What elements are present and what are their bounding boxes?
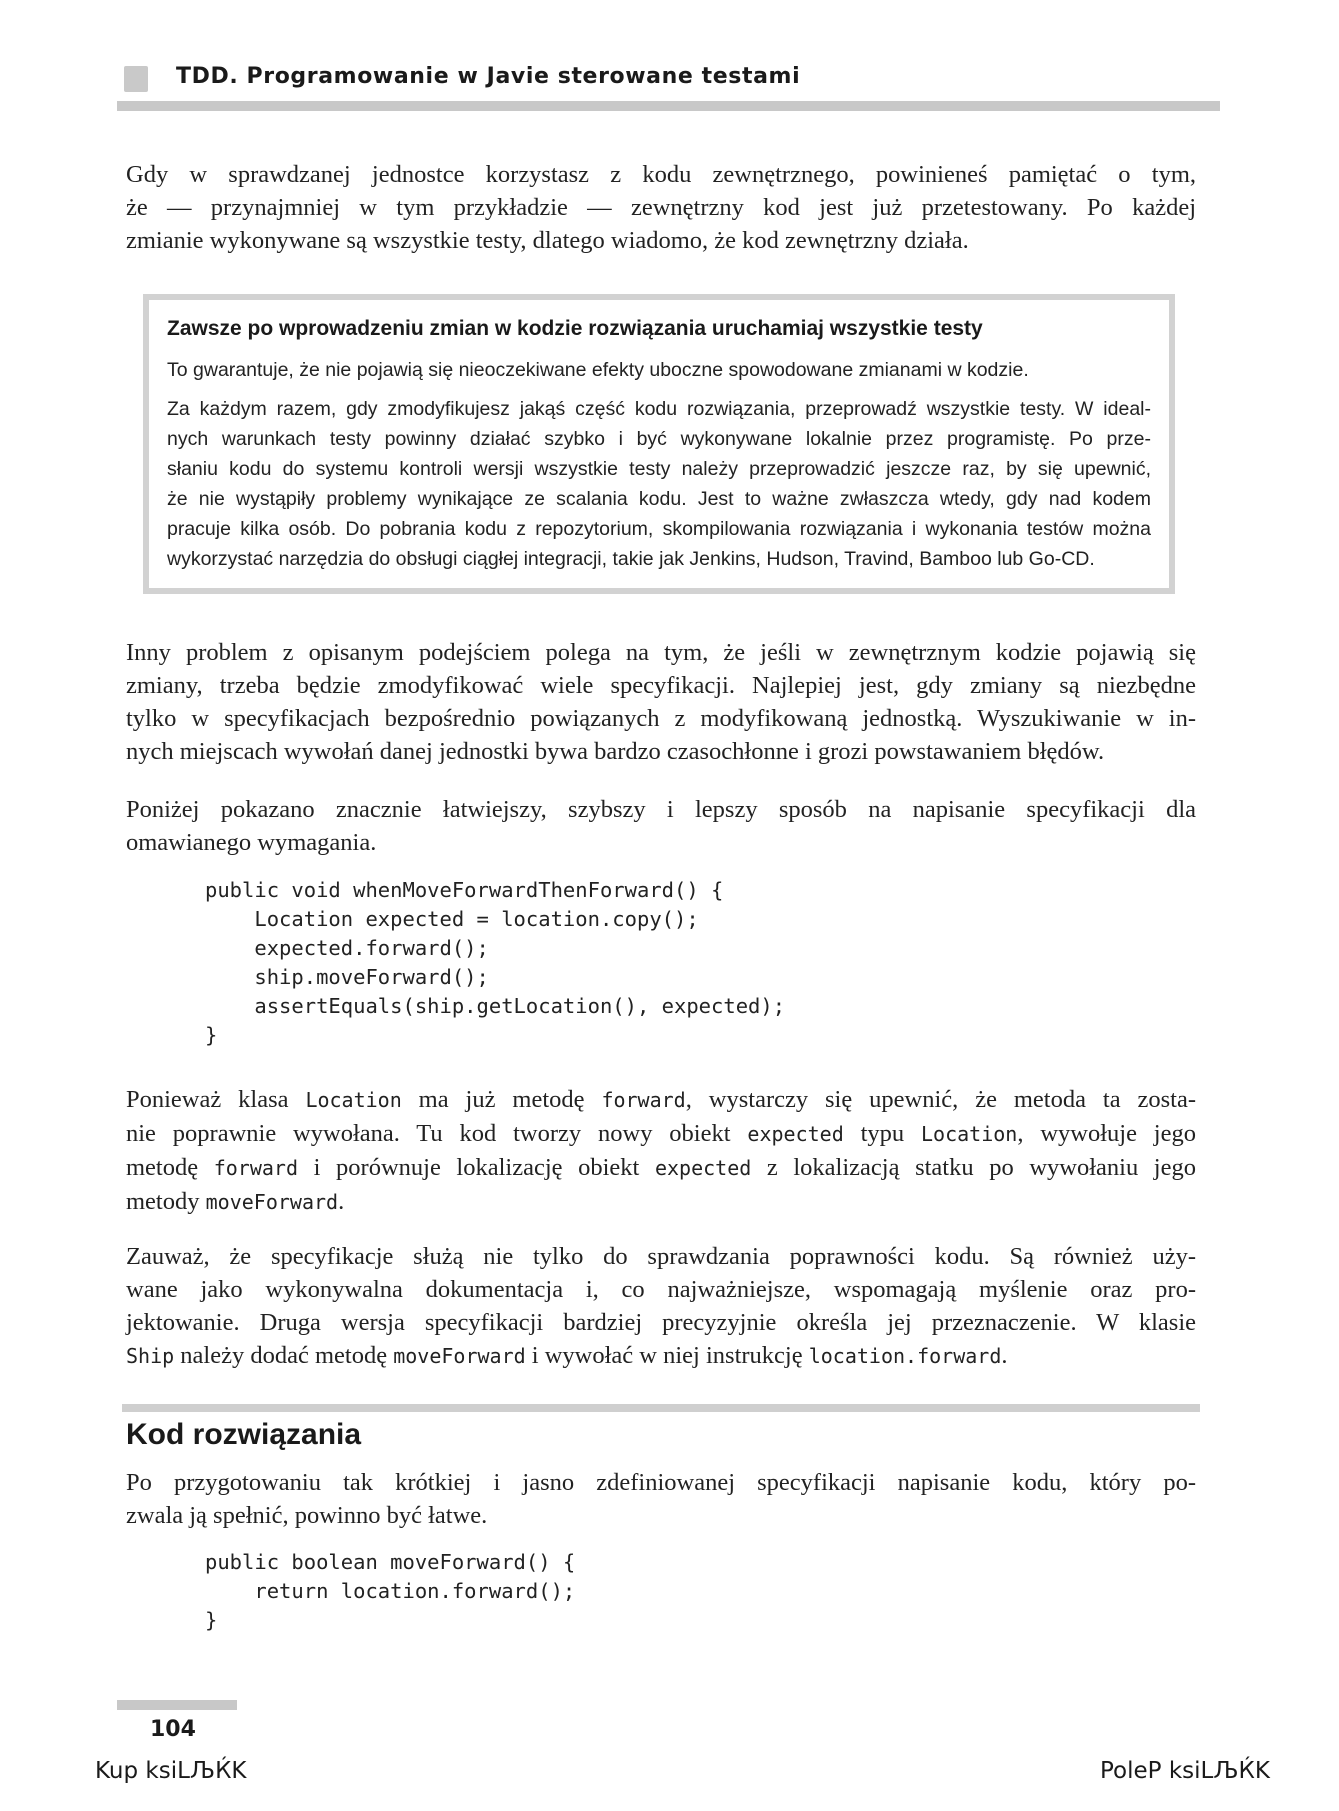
paragraph-2 — [126, 636, 1196, 768]
header-rule — [117, 101, 1220, 111]
text-line: Po przygotowaniu tak krótkiej i jasno zdefiniowanej specyfikacji napisanie kodu, który po- — [126, 1469, 1196, 1496]
footer-right-text: PoleP ksiLЉЌK — [1100, 1758, 1270, 1784]
text-line: nych warunkach testy powinny działać szybko i być wykonywane lokalnie przez programistę. Po prze- — [167, 428, 1151, 450]
text-line: wykorzystać narzędzia do obsługi ciągłej integracji, takie jak Jenkins, Hudson, Travind, Bamboo lub Go-CD. — [167, 548, 1095, 570]
text-line: tylko w specyfikacjach bezpośrednio powiązanych z modyfikowaną jednostką. Wyszukiwanie w in- — [126, 705, 1196, 732]
paragraph-3 — [126, 793, 1196, 859]
text-line: Poniżej pokazano znacznie łatwiejszy, szybszy i lepszy sposób na napisanie specyfikacji dla — [126, 796, 1196, 823]
tip-box-title: Zawsze po wprowadzeniu zmian w kodzie rozwiązania uruchamiaj wszystkie testy — [167, 317, 983, 340]
text-line: Gdy w sprawdzanej jednostce korzystasz z kodu zewnętrznego, powinieneś pamiętać o tym, — [126, 161, 1196, 188]
tip-box-lead: To gwarantuje, że nie pojawią się nieoczekiwane efekty uboczne spowodowane zmianami w kodzie. — [167, 359, 1029, 381]
text-line: jektowanie. Druga wersja specyfikacji bardziej precyzyjnie określa jej przeznaczenie. W klasie — [126, 1309, 1196, 1336]
code-listing-test: public void whenMoveForwardThenForward() { Location expected = location.copy(); expected.forward(); ship.moveForward(); assertEquals(ship.getLocation(), expected); } — [205, 878, 786, 1047]
text-line: pracuje kilka osób. Do pobrania kodu z repozytorium, skompilowania rozwiązania i wykonania testów można — [167, 518, 1151, 540]
text-line: Inny problem z opisanym podejściem polega na tym, że jeśli w zewnętrznym kodzie pojawią się — [126, 639, 1196, 666]
text-line: zmianie wykonywane są wszystkie testy, dlatego wiadomo, że kod zewnętrzny działa. — [126, 227, 969, 254]
text-line: metodę forward i porównuje lokalizację obiekt expected z lokalizacją statku po wywołaniu jego — [126, 1154, 1196, 1181]
text-line: słaniu kodu do systemu kontroli wersji wszystkie testy należy przeprowadzić jeszcze raz, by się upewnić, — [167, 458, 1151, 480]
text-line: Zauważ, że specyfikacje służą nie tylko do sprawdzania poprawności kodu. Są również uży- — [126, 1243, 1196, 1270]
paragraph-1 — [126, 158, 1196, 257]
text-line: zwala ją spełnić, powinno być łatwe. — [126, 1502, 488, 1529]
text-line: zmiany, trzeba będzie zmodyfikować wiele specyfikacji. Najlepiej jest, gdy zmiany są niezbędne — [126, 672, 1196, 699]
text-line: że — przynajmniej w tym przykładzie — zewnętrzny kod jest już przetestowany. Po każdej — [126, 194, 1196, 221]
text-line: Za każdym razem, gdy zmodyfikujesz jakąś część kodu rozwiązania, przeprowadź wszystkie testy. W ideal- — [167, 398, 1151, 420]
text-line: Ponieważ klasa Location ma już metodę forward, wystarczy się upewnić, że metoda ta zosta- — [126, 1086, 1196, 1113]
paragraph-4 — [126, 1083, 1196, 1219]
header-marker — [124, 66, 148, 92]
text-line: że nie wystąpiły problemy wynikające ze scalania kodu. Jest to ważne zwłaszcza wtedy, gdy nad kodem — [167, 488, 1151, 510]
page-number: 104 — [150, 1717, 196, 1742]
text-line: metody moveForward. — [126, 1188, 345, 1215]
code-listing-solution: public boolean moveForward() { return location.forward(); } — [205, 1550, 576, 1632]
text-line: wane jako wykonywalna dokumentacja i, co najważniejsze, wspomagają myślenie oraz pro- — [126, 1276, 1196, 1303]
footer-left-text: Kup ksiLЉЌK — [95, 1758, 247, 1784]
text-line: Ship należy dodać metodę moveForward i wywołać w niej instrukcję location.forward. — [126, 1342, 1008, 1369]
section-paragraph — [126, 1466, 1196, 1532]
text-line: nych miejscach wywołań danej jednostki bywa bardzo czasochłonne i grozi powstawaniem błędów. — [126, 738, 1105, 765]
tip-box — [143, 294, 1175, 594]
section-rule — [122, 1404, 1200, 1412]
text-line: nie poprawnie wywołana. Tu kod tworzy nowy obiekt expected typu Location, wywołuje jego — [126, 1120, 1196, 1147]
text-line: omawianego wymagania. — [126, 829, 377, 856]
tip-box-body — [167, 394, 1151, 574]
paragraph-5 — [126, 1240, 1196, 1373]
running-header-title: TDD. Programowanie w Javie sterowane testami — [176, 64, 801, 89]
section-heading: Kod rozwiązania — [126, 1418, 362, 1451]
footer-rule — [117, 1700, 237, 1710]
